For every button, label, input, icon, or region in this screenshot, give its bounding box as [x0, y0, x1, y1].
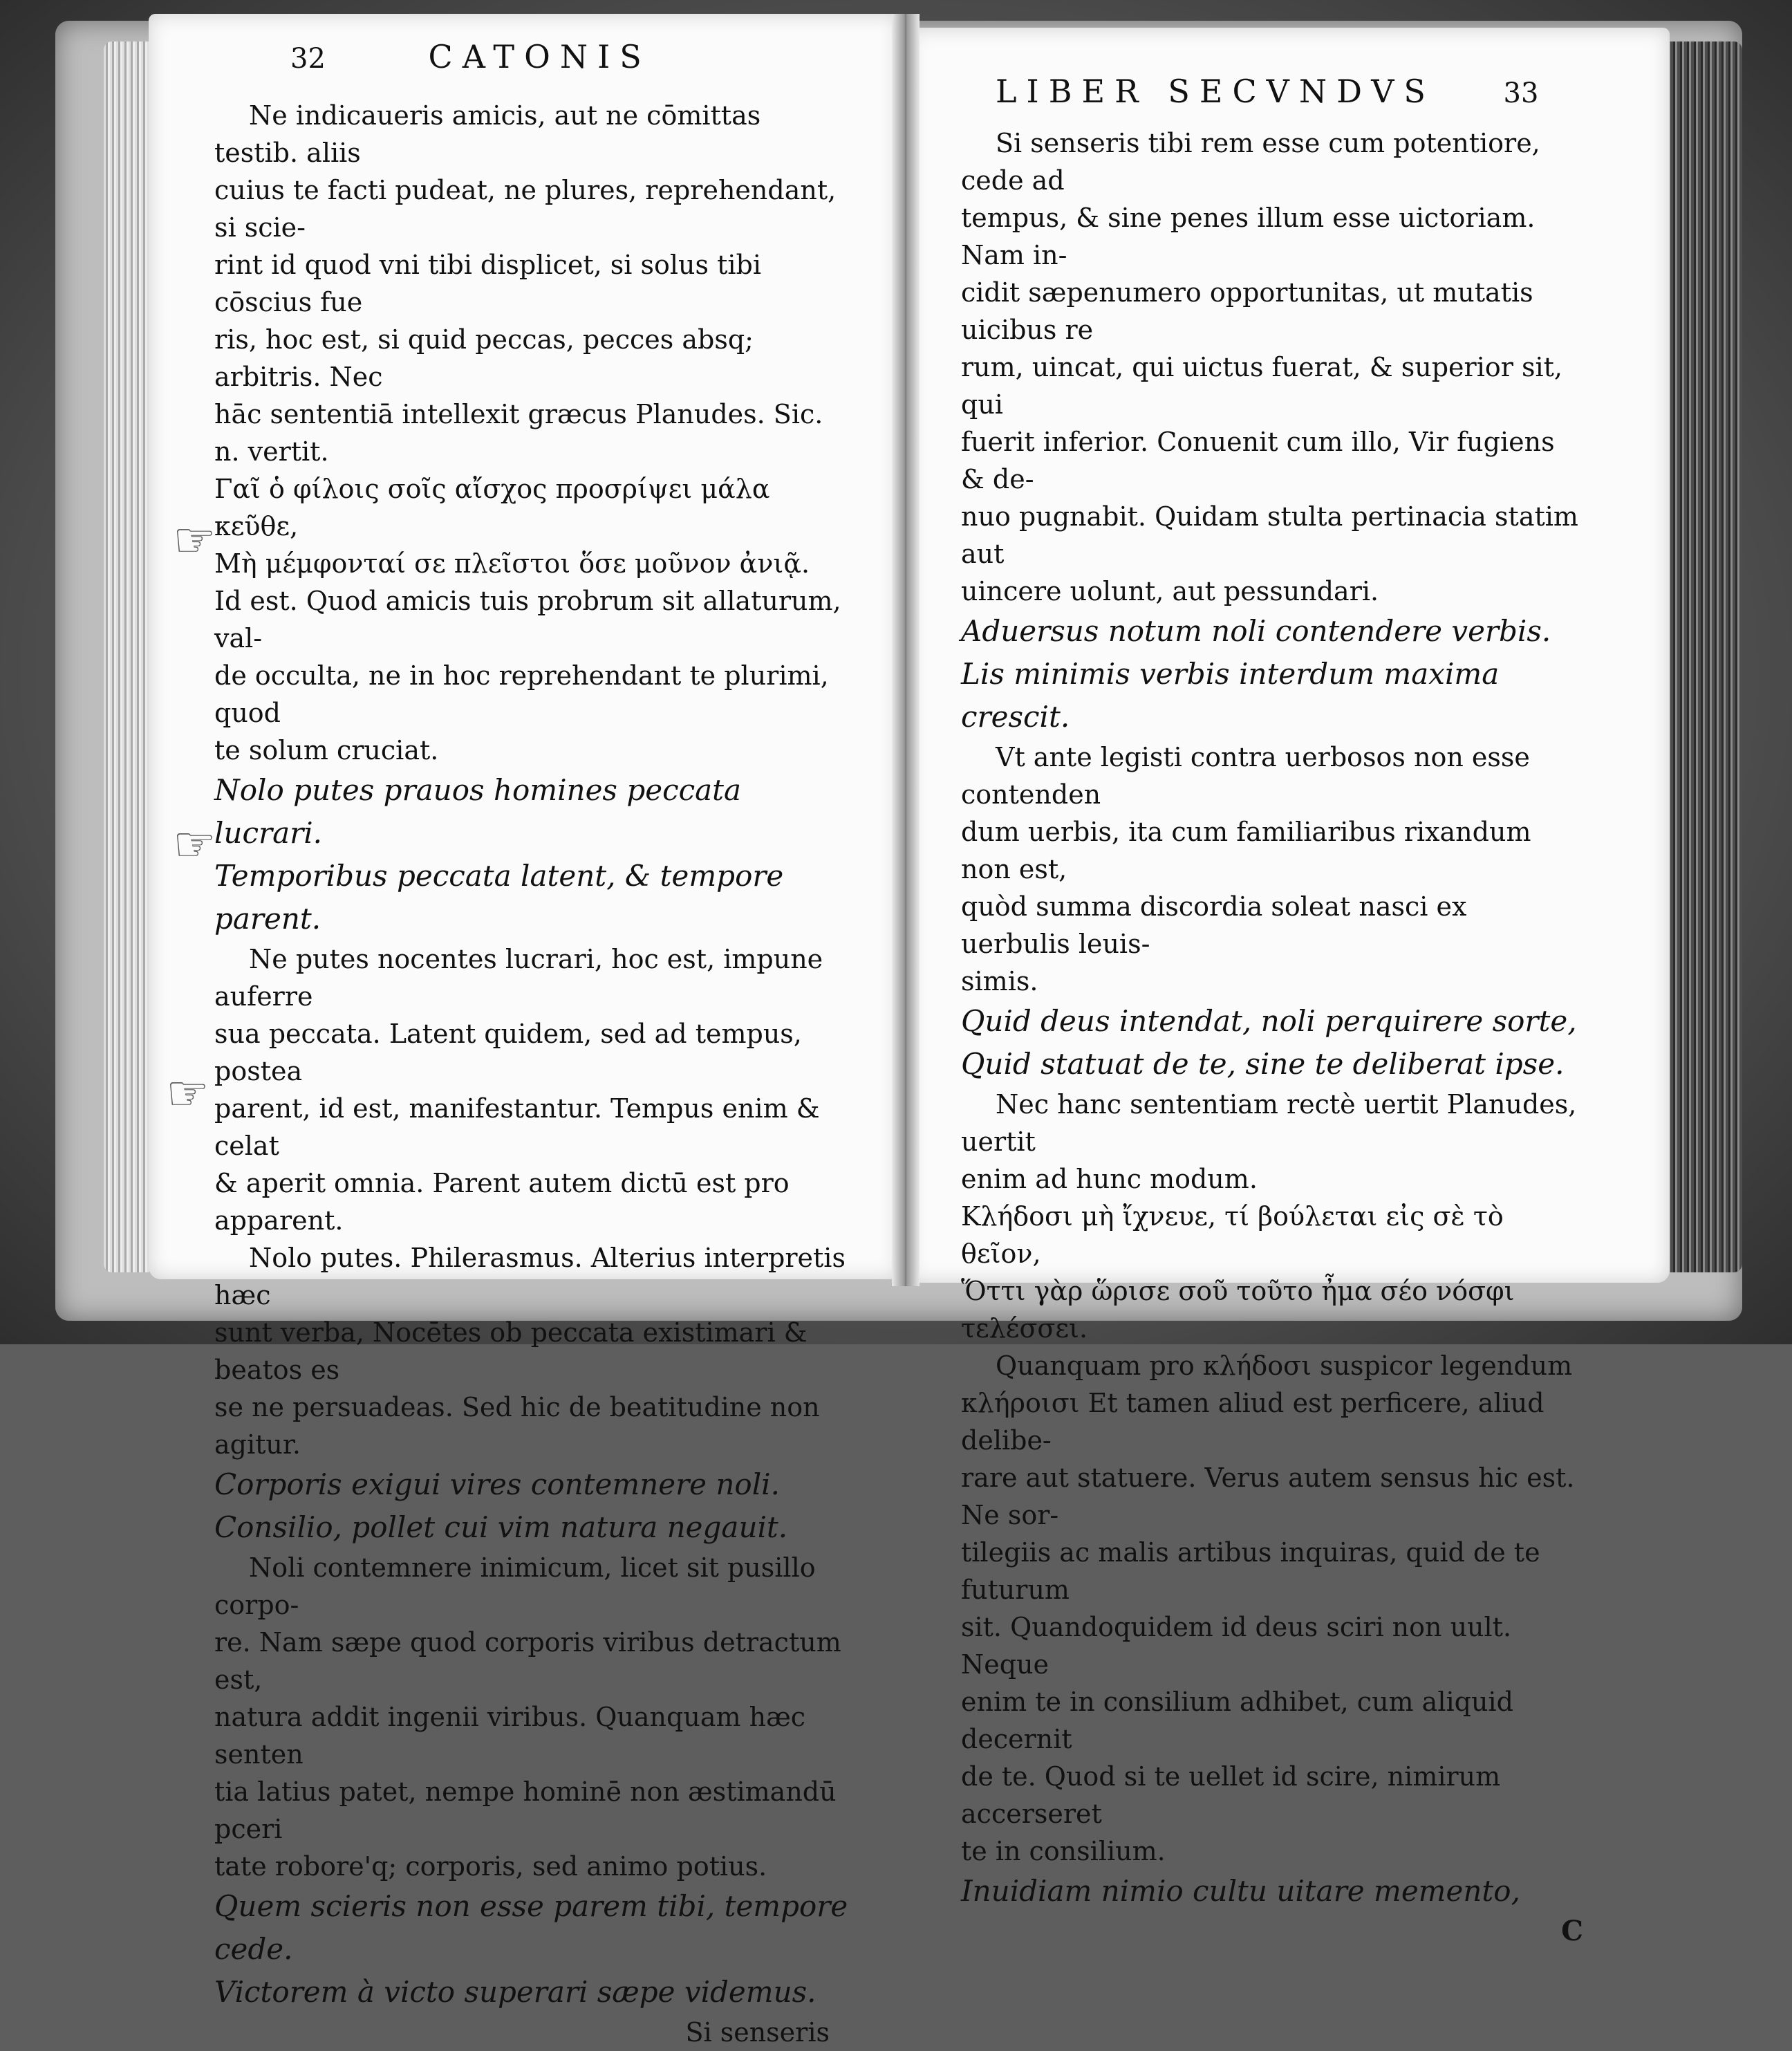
text-line: Corporis exigui vires contemnere noli. — [214, 1467, 780, 1501]
left-page-number: 32 — [290, 43, 326, 75]
page-edges-left — [104, 41, 152, 1272]
text-line: Vt ante legisti contra uerbosos non esse contenden — [961, 742, 1530, 810]
text-line: Μὴ μέμφονταί σε πλεῖστοι ὅσε μοῦνον ἀνιᾷ. — [214, 548, 810, 579]
text-line: κλήροισι Et tamen aliud est perficere, aliud delibe- — [961, 1388, 1544, 1456]
text-line: tia latius patet, nempe hominē non æstimandū pceri — [214, 1776, 837, 1844]
text-line: Aduersus notum noli contendere verbis. — [961, 614, 1551, 648]
text-line: & aperit omnia. Parent autem dictū est pro apparent. — [214, 1168, 790, 1236]
text-line: natura addit ingenii viribus. Quanquam hæc senten — [214, 1702, 806, 1770]
manicule-icon: ☞ — [166, 1065, 209, 1122]
manicule-icon: ☞ — [173, 816, 216, 873]
text-line: ris, hoc est, si quid peccas, pecces absq; arbitris. Nec — [214, 324, 754, 392]
text-line: quòd summa discordia soleat nasci ex uerbulis leuis- — [961, 891, 1467, 959]
text-line: Quid deus intendat, noli perquirere sorte, — [961, 1004, 1577, 1038]
text-line: rint id quod vni tibi displicet, si solus tibi cōscius fue — [214, 250, 761, 317]
text-line: parent, id est, manifestantur. Tempus enim & celat — [214, 1093, 820, 1161]
text-line: fuerit inferior. Conuenit cum illo, Vir fugiens & de- — [961, 427, 1555, 494]
text-line: Victorem à victo superari sæpe videmus. — [214, 1975, 816, 2009]
text-line: Temporibus peccata latent, & tempore parent. — [214, 859, 784, 936]
text-line: re. Nam sæpe quod corporis viribus detractum est, — [214, 1627, 841, 1695]
left-page-text — [214, 97, 850, 2051]
text-line: nuo pugnabit. Quidam stulta pertinacia statim aut — [961, 501, 1578, 569]
text-line: Κλήδοσι μὴ ἴχνευε, τί βούλεται εἰς σὲ τὸ θεῖον, — [961, 1201, 1504, 1269]
text-line: Id est. Quod amicis tuis probrum sit allaturum, val- — [214, 586, 841, 653]
text-line: Ὅττι γὰρ ὥρισε σοῦ τοῦτο ἦμα σέο νόσφι τελέσσει. — [961, 1276, 1515, 1344]
text-line: Consilio, pollet cui vim natura negauit. — [214, 1510, 788, 1544]
text-line: sit. Quandoquidem id deus sciri non uult. Neque — [961, 1612, 1512, 1680]
text-line: cidit sæpenumero opportunitas, ut mutatis uicibus re — [961, 277, 1533, 345]
text-line: Quem scieris non esse parem tibi, tempore cede. — [214, 1889, 848, 1966]
text-line: sua peccata. Latent quidem, sed ad tempus, postea — [214, 1019, 802, 1086]
text-line: enim ad hunc modum. — [961, 1164, 1258, 1194]
signature-mark: C — [1561, 1915, 1583, 1947]
text-line: se ne persuadeas. Sed hic de beatitudine non agitur. — [214, 1392, 820, 1460]
right-page-header — [996, 73, 1538, 110]
text-line: Quid statuat de te, sine te deliberat ipse. — [961, 1047, 1565, 1081]
text-line: Inuidiam nimio cultu uitare memento, — [961, 1874, 1520, 1908]
manicule-icon: ☞ — [173, 512, 216, 568]
text-line: cuius te facti pudeat, ne plures, reprehendant, si scie- — [214, 175, 837, 243]
text-line: Γαῖ ὁ φίλοις σοῖς αἴσχος προσρίψει μάλα κεῦθε, — [214, 474, 770, 541]
text-line: sunt verba, Nocētes ob peccata existimari & beatos es — [214, 1317, 808, 1385]
right-page-text — [961, 124, 1583, 1950]
text-line: Nolo putes. Philerasmus. Alterius interpretis hæc — [214, 1243, 846, 1310]
catchword: Si senseris — [685, 2017, 830, 2048]
left-page-header — [290, 38, 651, 75]
text-line: te in consilium. — [961, 1836, 1166, 1866]
text-line: de te. Quod si te uellet id scire, nimirum accerseret — [961, 1761, 1501, 1829]
text-line: tempus, & sine penes illum esse uictoriam. Nam in- — [961, 203, 1536, 270]
text-line: dum uerbis, ita cum familiaribus rixandum non est, — [961, 817, 1531, 884]
text-line: te solum cruciat. — [214, 735, 439, 765]
text-line: Lis minimis verbis interdum maxima crescit. — [961, 657, 1500, 734]
text-line: simis. — [961, 966, 1038, 996]
text-line: rare aut statuere. Verus autem sensus hic est. Ne sor- — [961, 1463, 1575, 1530]
text-line: Noli contemnere inimicum, licet sit pusillo corpo- — [214, 1552, 816, 1620]
text-line: hāc sententiā intellexit græcus Planudes. Sic. n. vertit. — [214, 399, 823, 467]
right-page-number: 33 — [1503, 77, 1539, 109]
text-line: Quanquam pro κλήδοσι suspicor legendum — [996, 1351, 1573, 1381]
text-line: Ne indicaueris amicis, aut ne cōmittas testib. aliis — [214, 100, 761, 168]
text-line: Nolo putes prauos homines peccata lucrari. — [214, 773, 742, 850]
text-line: Nec hanc sententiam rectè uertit Planudes, uertit — [961, 1089, 1577, 1157]
text-line: Si senseris tibi rem esse cum potentiore, cede ad — [961, 128, 1540, 196]
text-line: tilegiis ac malis artibus inquiras, quid de te futurum — [961, 1537, 1540, 1605]
text-line: rum, uincat, qui uictus fuerat, & superior sit, qui — [961, 352, 1562, 420]
right-running-title: LIBER SECVNDVS — [996, 73, 1435, 110]
left-running-title: CATONIS — [428, 38, 651, 75]
book-gutter — [892, 14, 920, 1286]
text-line: tate robore'q; corporis, sed animo potius. — [214, 1851, 767, 1882]
text-line: uincere uolunt, aut pessundari. — [961, 576, 1379, 606]
text-line: de occulta, ne in hoc reprehendant te plurimi, quod — [214, 660, 829, 728]
text-line: enim te in consilium adhibet, cum aliquid decernit — [961, 1687, 1513, 1754]
text-line: Ne putes nocentes lucrari, hoc est, impune auferre — [214, 944, 823, 1012]
page-edges-right — [1659, 41, 1742, 1272]
